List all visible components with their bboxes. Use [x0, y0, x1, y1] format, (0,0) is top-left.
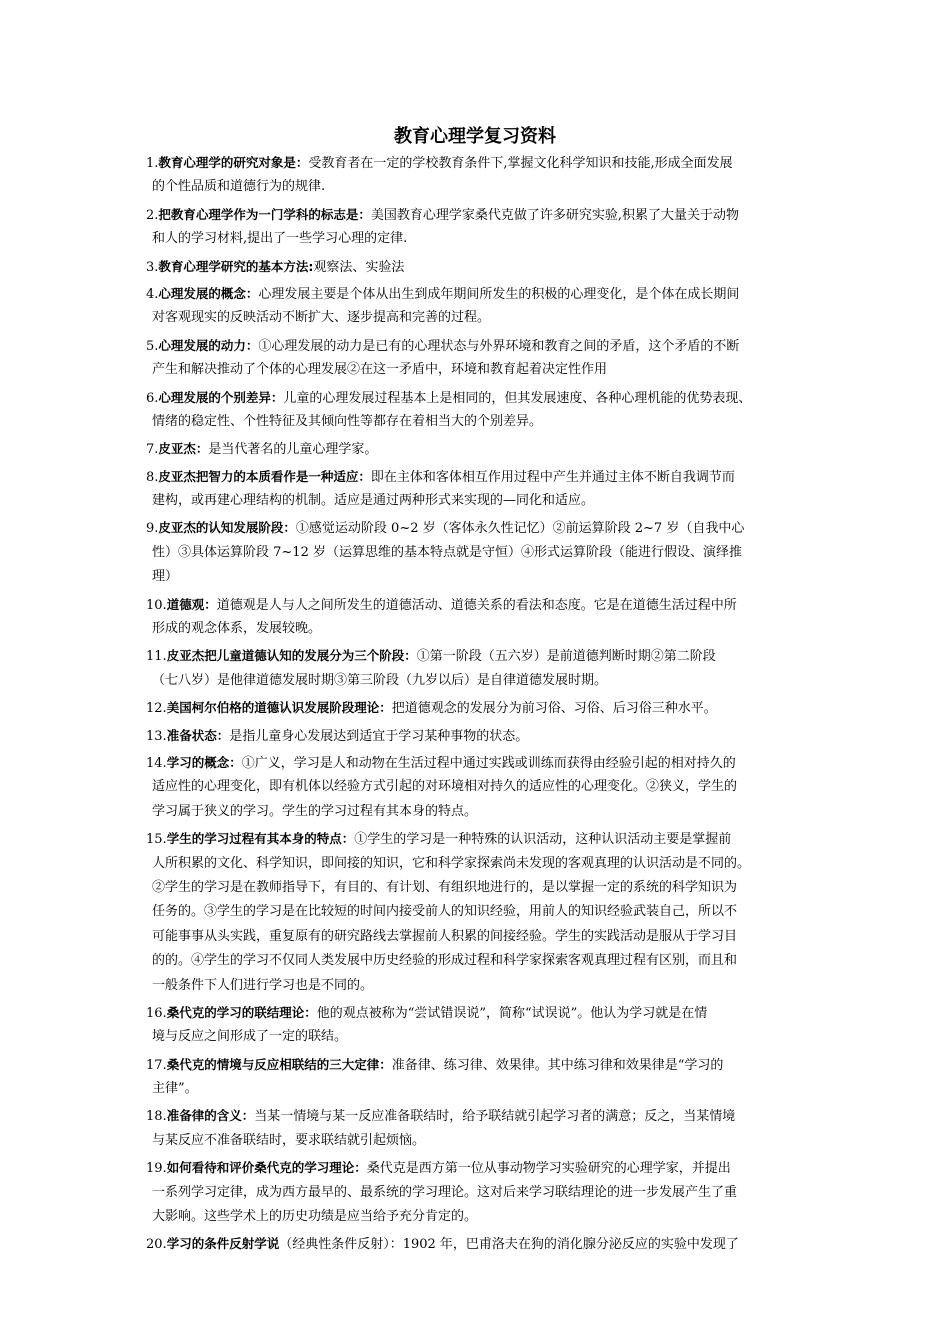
list-item — [146, 1053, 812, 1102]
item-heading: 皮亚杰把智力的本质看作是一种适应： — [158, 468, 371, 484]
item-heading: 准备状态： — [166, 727, 230, 743]
item-text: 当某一情境与某一反应准备联结时，给予联结就引起学习者的满意；反之，当某情境 — [254, 1109, 736, 1125]
item-text: 学习属于狭义的学习。学生的学习过程有其本身的特点。 — [152, 803, 478, 819]
item-text: 人所积累的文化、科学知识，即间接的知识，它和科学家探索尚未发现的客观真理的认识活动是不同的。 — [152, 855, 751, 871]
item-text: ②学生的学习是在教师指导下，有目的、有计划、有组织地进行的，是以掌握一定的系统的科学知识为 — [152, 879, 738, 895]
text-line — [146, 925, 812, 949]
item-heading: 学生的学习过程有其本身的特点： — [166, 831, 355, 847]
text-line — [146, 175, 812, 199]
item-heading: 道德观： — [166, 596, 217, 612]
text-line — [146, 334, 812, 358]
list-item — [146, 696, 812, 720]
item-number: 9. — [146, 521, 159, 537]
list-item — [146, 516, 812, 589]
item-text: 境与反应之间形成了一定的联结。 — [152, 1029, 348, 1045]
item-heading: 桑代克的情境与反应相联结的三大定律： — [166, 1056, 392, 1072]
text-line — [146, 227, 812, 251]
item-text: 道德观是人与人之间所发生的道德活动、道德关系的看法和态度。它是在道德生活过程中所 — [216, 597, 737, 613]
item-text: （七八岁）是他律道德发展时期③第三阶段（九岁以后）是自律道德发展时期。 — [152, 672, 608, 688]
item-text: 美国教育心理学家桑代克做了许多研究实验,积累了大量关于动物 — [370, 207, 740, 223]
item-heading: 把教育心理学作为一门学科的标志是： — [158, 206, 371, 222]
item-text: 心理发展主要是个体从出生到成年期间所发生的积极的心理变化，是个体在成长期间 — [258, 286, 740, 302]
item-number: 1. — [146, 156, 159, 171]
text-line — [146, 255, 812, 279]
item-text: ①第一阶段（五六岁）是前道德判断时期②第二阶段 — [416, 649, 716, 665]
list-item — [146, 255, 812, 279]
item-text: 一系列学习定律，成为西方最早的、最系统的学习理论。这对后来学习联结理论的进一步发展产生了重 — [152, 1184, 738, 1200]
item-text: 的的。④学生的学习不仅同人类发展中历史经验的形成过程和科学家探索客观真理过程有区别，而且和 — [152, 953, 738, 969]
item-number: 16. — [146, 1005, 167, 1021]
item-text: ①学生的学习是一种特殊的认识活动，这种认识活动主要是掌握前 — [354, 832, 732, 848]
text-line — [146, 669, 812, 693]
item-number: 20. — [146, 1237, 167, 1253]
item-text: 他的观点被称为“尝试错误说”，简称“试误说”。他认为学习就是在情 — [316, 1005, 708, 1021]
text-line — [146, 724, 812, 748]
item-text: 和人的学习材料,提出了一些学习心理的定律. — [152, 231, 408, 247]
item-heading: 教育心理学的研究对象是： — [158, 155, 309, 170]
text-line — [146, 852, 812, 876]
list-item — [146, 751, 812, 824]
list-item — [146, 593, 812, 642]
item-number: 13. — [146, 728, 167, 744]
text-line — [146, 1129, 812, 1153]
item-number: 11. — [146, 649, 167, 665]
text-line — [146, 1156, 812, 1180]
item-text: 与某反应不准备联结时，要求联结就引起烦恼。 — [152, 1132, 426, 1148]
item-text: 是指儿童身心发展达到适宜于学习某种事物的状态。 — [229, 728, 529, 744]
item-text: 适应性的心理变化，即有机体以经验方式引起的对环境相对持久的适应性的心理变化。②狭义，学生的 — [152, 779, 738, 795]
item-number: 12. — [146, 701, 167, 717]
item-heading: 教育心理学研究的基本方法: — [158, 258, 314, 274]
item-text: 对客观现实的反映活动不断扩大、逐步提高和完善的过程。 — [152, 310, 491, 326]
list-item — [146, 1232, 812, 1256]
text-line — [146, 1025, 812, 1049]
item-number: 4. — [146, 286, 159, 302]
item-heading: 准备律的含义： — [166, 1108, 255, 1124]
item-heading: 心理发展的概念： — [158, 285, 259, 301]
text-line — [146, 437, 812, 461]
text-line — [146, 876, 812, 900]
item-text: 受教育者在一定的学校教育条件下,掌握文化科学知识和技能,形成全面发展 — [308, 156, 733, 171]
text-line — [146, 565, 812, 589]
text-line — [146, 1053, 812, 1077]
item-heading: 桑代克的学习的联结理论： — [166, 1004, 317, 1020]
item-heading: 皮亚杰： — [158, 441, 209, 457]
item-number: 14. — [146, 755, 167, 771]
item-text: 理） — [152, 569, 179, 585]
list-item — [146, 203, 812, 252]
text-line — [146, 827, 812, 851]
text-line — [146, 1104, 812, 1128]
text-line — [146, 644, 812, 668]
text-line — [146, 386, 812, 410]
item-text: 可能事事从头实践，重复原有的研究路线去掌握前人积累的间接经验。学生的实践活动是服从于学习目 — [152, 928, 738, 944]
text-line — [146, 410, 812, 434]
list-item — [146, 151, 812, 200]
text-line — [146, 800, 812, 824]
text-line — [146, 358, 812, 382]
list-item — [146, 465, 812, 514]
item-heading: 心理发展的动力： — [158, 337, 259, 353]
list-item — [146, 724, 812, 748]
item-text: ①广义，学习是人和动物在生活过程中通过实践或训练而获得由经验引起的相对持久的 — [241, 755, 736, 771]
item-heading: 皮亚杰的认知发展阶段： — [158, 520, 296, 536]
item-number: 17. — [146, 1057, 167, 1073]
list-item — [146, 644, 812, 693]
text-line — [146, 203, 812, 227]
item-text: 的个性品质和道德行为的规律. — [152, 179, 326, 195]
item-text: 主律”。 — [152, 1081, 198, 1097]
text-line — [146, 900, 812, 924]
list-item — [146, 1001, 812, 1050]
item-text: 任务的。③学生的学习是在比较短的时间内接受前人的知识经验，用前人的知识经验武装自己，所以不 — [152, 904, 738, 920]
text-line — [146, 282, 812, 306]
item-text: 把道德观念的发展分为前习俗、习俗、后习俗三种水平。 — [391, 701, 717, 717]
item-heading: 学习的概念： — [166, 754, 242, 770]
item-number: 19. — [146, 1161, 167, 1177]
item-number: 7. — [146, 442, 159, 458]
item-text: 观察法、实验法 — [313, 259, 405, 275]
text-line — [146, 541, 812, 565]
text-line — [146, 516, 812, 540]
document-body — [146, 151, 812, 1260]
item-text: 即在主体和客体相互作用过程中产生并通过主体不断自我调节而 — [370, 469, 735, 485]
item-heading: 如何看待和评价桑代克的学习理论： — [166, 1160, 367, 1176]
list-item — [146, 282, 812, 331]
text-line — [146, 306, 812, 330]
list-item — [146, 1156, 812, 1229]
item-text: 情绪的稳定性、个性特征及其倾向性等都存在着相当大的个别差异。 — [152, 413, 543, 429]
item-heading: 美国柯尔伯格的道德认识发展阶段理论： — [166, 700, 392, 716]
item-text: （经典性条件反射）：1902 年，巴甫洛夫在狗的消化腺分泌反应的实验中发现了 — [279, 1237, 739, 1253]
list-item — [146, 334, 812, 383]
text-line — [146, 151, 812, 175]
item-number: 10. — [146, 597, 167, 613]
item-number: 6. — [146, 390, 159, 406]
item-text: 桑代克是西方第一位从事动物学习实验研究的心理学家，并提出 — [366, 1161, 731, 1177]
item-number: 18. — [146, 1109, 167, 1125]
text-line — [146, 775, 812, 799]
item-number: 8. — [146, 469, 159, 485]
text-line — [146, 696, 812, 720]
text-line — [146, 465, 812, 489]
item-number: 5. — [146, 338, 159, 354]
item-text: 大影响。这些学术上的历史功绩是应当给予充分肯定的。 — [152, 1209, 478, 1225]
item-text: 是当代著名的儿童心理学家。 — [208, 442, 378, 458]
item-text: 儿童的心理发展过程基本上是相同的，但其发展速度、各种心理机能的优势表现、 — [283, 390, 752, 406]
text-line — [146, 1205, 812, 1229]
text-line — [146, 751, 812, 775]
item-text: 产生和解决推动了个体的心理发展②在这一矛盾中，环境和教育起着决定性作用 — [152, 362, 608, 378]
text-line — [146, 974, 812, 998]
text-line — [146, 617, 812, 641]
text-line — [146, 1001, 812, 1025]
item-heading: 皮亚杰把儿童道德认知的发展分为三个阶段： — [166, 648, 417, 664]
item-text: 建构，或再建心理结构的机制。适应是通过两种形式来实现的—同化和适应。 — [152, 493, 595, 509]
text-line — [146, 949, 812, 973]
text-line — [146, 1077, 812, 1101]
text-line — [146, 489, 812, 513]
list-item — [146, 827, 812, 998]
item-number: 2. — [146, 207, 159, 223]
item-text: ①心理发展的动力是已有的心理状态与外界环境和教育之间的矛盾，这个矛盾的不断 — [258, 338, 740, 354]
item-number: 3. — [146, 259, 159, 275]
item-heading: 心理发展的个别差异： — [158, 389, 284, 405]
item-text: 形成的观念体系，发展较晚。 — [152, 621, 322, 637]
list-item — [146, 437, 812, 461]
text-line — [146, 1232, 812, 1256]
text-line — [146, 593, 812, 617]
item-text: ①感觉运动阶段 0~2 岁（客体永久性记忆）②前运算阶段 2~7 岁（自我中心 — [295, 521, 745, 537]
list-item — [146, 386, 812, 435]
item-text: 性）③具体运算阶段 7~12 岁（运算思维的基本特点就是守恒）④形式运算阶段（能进行假设、演绎推 — [152, 544, 742, 560]
list-item — [146, 1104, 812, 1153]
item-text: 一般条件下人们进行学习也是不同的。 — [152, 977, 374, 993]
document-title: 教育心理学复习资料 — [394, 126, 556, 147]
item-number: 15. — [146, 832, 167, 848]
item-heading: 学习的条件反射学说 — [166, 1236, 280, 1252]
text-line — [146, 1181, 812, 1205]
item-text: 准备律、练习律、效果律。其中练习律和效果律是“学习的 — [391, 1057, 724, 1073]
